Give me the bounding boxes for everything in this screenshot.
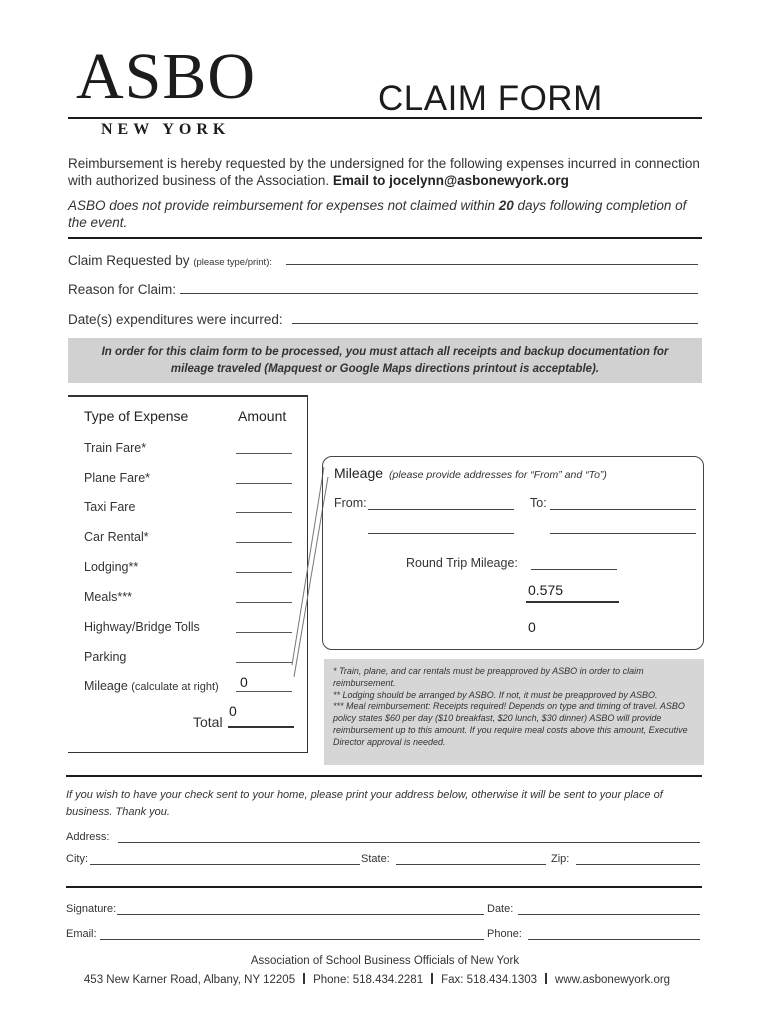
dates-label: Date(s) expenditures were incurred: [68,312,283,327]
state-field[interactable] [396,864,546,865]
expense-label-taxi: Taxi Fare [84,500,136,514]
claim-requested-field[interactable] [286,264,698,265]
mileage-box [322,456,704,650]
total-label: Total [193,714,223,730]
from-field-line-2[interactable] [368,533,514,534]
notice-days: 20 [498,198,514,213]
expense-label-parking: Parking [84,650,127,664]
mileage-result-value: 0 [528,619,536,635]
connector-line-1 [292,467,324,665]
note-lodging: ** Lodging should be arranged by ASBO. If not, it must be preapproved by ASBO. [333,689,658,700]
phone-label: Phone: [487,928,522,940]
expense-label-meals: Meals*** [84,590,132,604]
total-underline [228,726,294,728]
date-label: Date: [487,903,514,915]
total-value: 0 [229,703,237,719]
logo-wordmark: ASBO [76,40,257,113]
mileage-title-text: Mileage [334,465,384,481]
footer-separator [545,973,547,984]
expense-input-train[interactable] [236,453,292,454]
claim-requested-label [68,253,272,268]
mileage-row-label: Mileage [84,679,128,693]
notice-after: days following completion of the event. [68,198,687,230]
footer-website[interactable]: www.asbonewyork.org [555,974,671,986]
to-field-line-1[interactable] [550,509,696,510]
claim-requested-text: Claim Requested by [68,253,190,268]
mileage-row-hint: (calculate at right) [131,681,219,693]
email-field[interactable] [100,939,484,940]
from-field-line-1[interactable] [368,509,514,510]
receipts-banner [68,338,702,383]
phone-field[interactable] [528,939,700,940]
dates-field[interactable] [292,323,698,324]
expense-type-header: Type of Expense [84,408,189,424]
note-meals: *** Meal reimbursement: Receipts required! Depends on type and timing of travel. ASBO policy states $60 per day ($10 breakfast, $20 lunch, $30 dinner) ASBO will provide reimbursement up to this amount. If you require meal costs above this amount, Executive Director approval is needed. [333,701,688,747]
banner-line-2: mileage traveled (Mapquest or Google Maps directions printout is acceptable). [170,363,600,375]
footer-fax: Fax: 518.434.1303 [441,974,538,986]
expense-label-train: Train Fare* [84,441,147,455]
address-intro: If you wish to have your check sent to your home, please print your address below, otherwise it will be sent to your place of business. Thank you. [66,789,663,818]
footer-phone: Phone: 518.434.2281 [313,974,424,986]
logo-subtitle: NEW YORK [101,121,231,138]
mileage-rate-underline [526,601,619,603]
reason-field[interactable] [180,293,698,294]
page-title: CLAIM FORM [378,79,603,118]
city-label: City: [66,853,88,865]
mileage-note: (please provide addresses for “From” and “To”) [389,469,607,481]
signature-field[interactable] [117,914,484,915]
address-field[interactable] [118,842,700,843]
expense-label-tolls: Highway/Bridge Tolls [84,620,200,634]
intro-text [68,155,708,189]
footer-contact [0,973,762,986]
deadline-notice [68,197,708,231]
city-field[interactable] [90,864,360,865]
footer-org: Association of School Business Officials of New York [250,955,520,967]
address-label: Address: [66,831,110,843]
note-preapproval: * Train, plane, and car rentals must be preapproved by ASBO in order to claim reimbursement. [333,666,644,688]
notice-before: ASBO does not provide reimbursement for expenses not claimed within [68,198,495,213]
expense-amount-header: Amount [238,408,287,424]
mileage-rate-value: 0.575 [528,582,564,598]
section-divider-3 [66,886,702,888]
intro-email: Email to jocelynn@asbonewyork.org [332,173,569,188]
section-divider [68,237,702,239]
expense-input-mileage[interactable] [236,691,292,692]
date-field[interactable] [518,914,700,915]
email-label: Email: [66,928,97,940]
from-label: From: [334,496,367,510]
signature-label: Signature: [66,903,117,915]
state-label: State: [361,853,390,865]
zip-label: Zip: [551,853,570,865]
mileage-amount-value: 0 [240,674,248,690]
round-trip-label: Round Trip Mileage: [406,556,518,570]
to-label: To: [530,496,547,510]
expense-label-car-rental: Car Rental* [84,530,149,544]
to-field-line-2[interactable] [550,533,696,534]
intro-body: Reimbursement is hereby requested by the undersigned for the following expenses incurred in connection with authorized business of the Association. [68,156,700,188]
expense-label-plane: Plane Fare* [84,471,151,485]
footer-separator [303,973,305,984]
reason-label: Reason for Claim: [68,282,177,297]
section-divider-2 [66,775,702,777]
banner-line-1: In order for this claim form to be processed, you must attach all receipts and backup documentation for [101,346,669,358]
round-trip-field[interactable] [531,569,617,570]
footer-separator [431,973,433,984]
expense-label-mileage [84,679,219,693]
zip-field[interactable] [576,864,700,865]
claim-requested-hint: (please type/print): [193,257,273,268]
policy-notes [324,659,704,765]
footer-address: 453 New Karner Road, Albany, NY 12205 [83,974,296,986]
expense-label-lodging: Lodging** [84,560,139,574]
mileage-title [334,465,607,481]
